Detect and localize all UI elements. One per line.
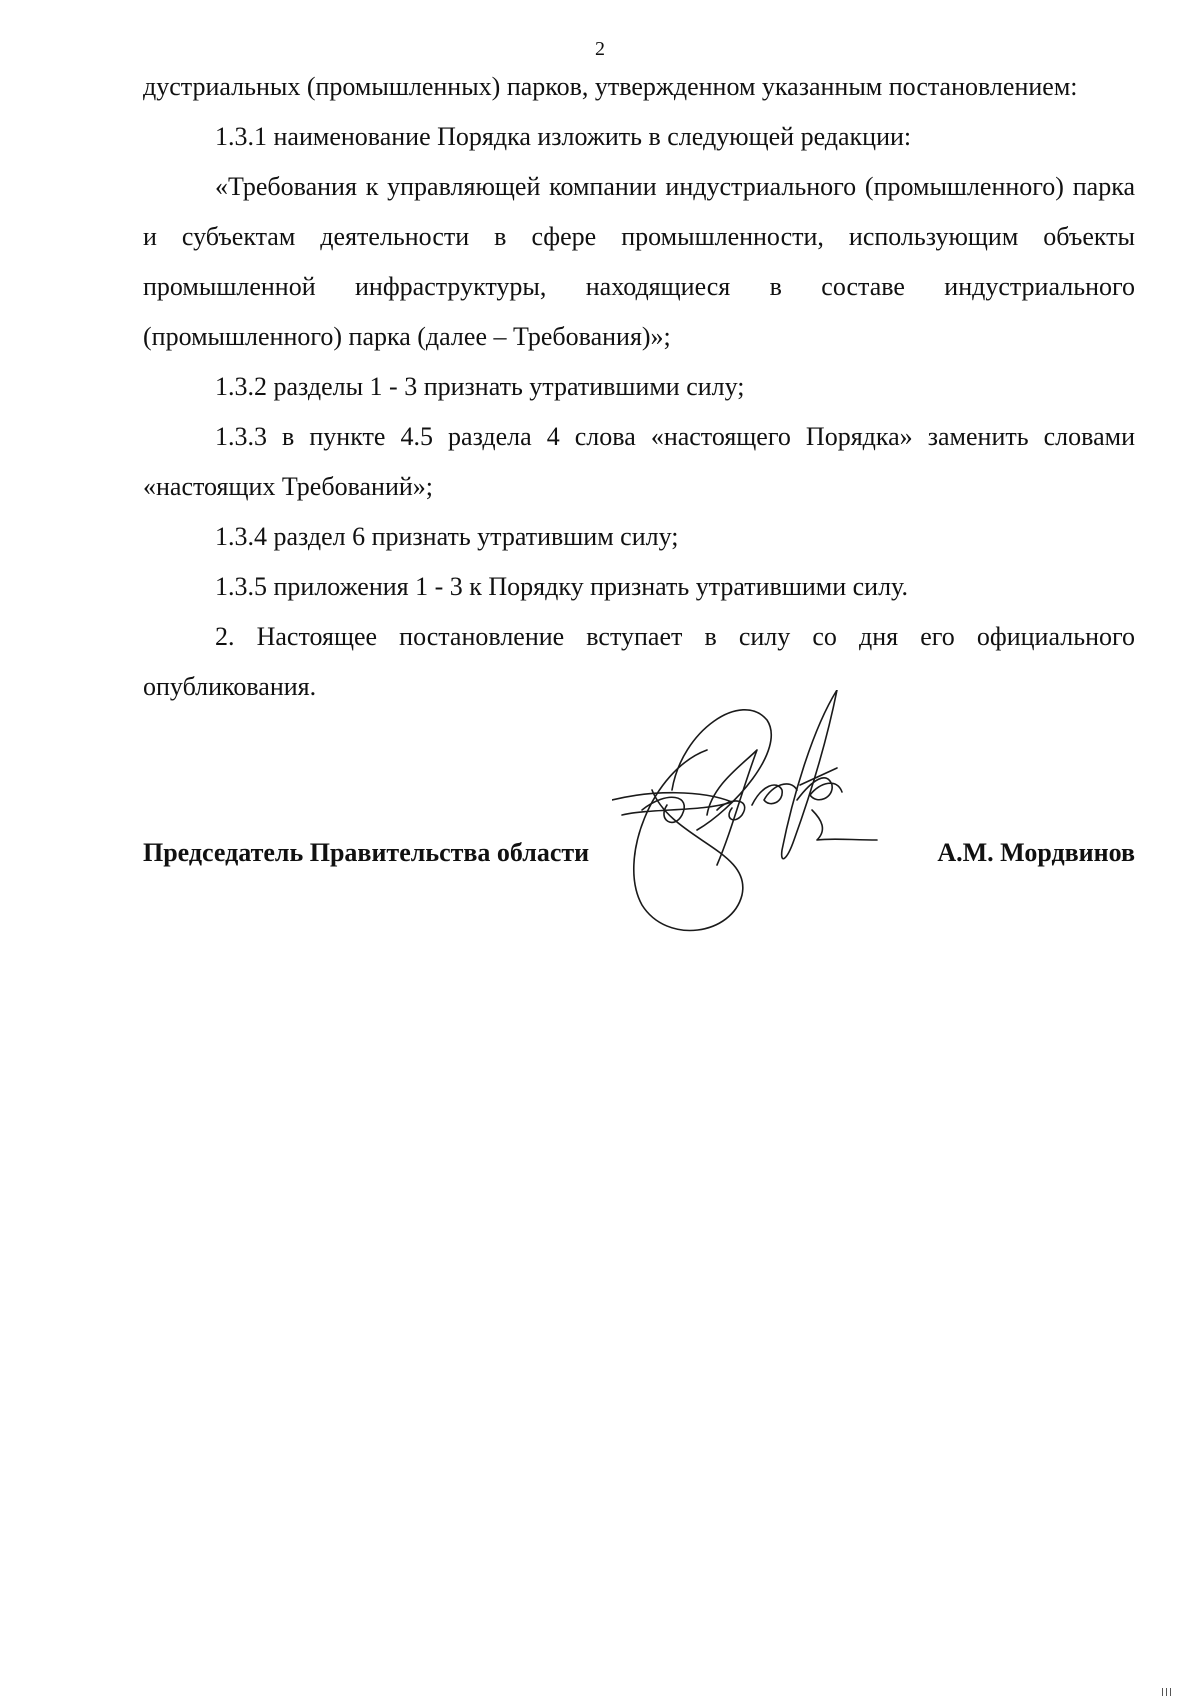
paragraph-new-title: «Требования к управляющей компании индустриального (промышленного) парка и субъектам деятельности в сфере промышленности, использующим объекты промышленной инфраструктуры, находящиеся в составе индустриального (промышленного) парка (далее – Требования)»; (143, 172, 1135, 351)
paragraph-1-3-3: 1.3.3 в пункте 4.5 раздела 4 слова «настоящего Порядка» заменить словами «настоящих Требований»; (143, 422, 1135, 501)
signer-position: Председатель Правительства области (143, 838, 590, 867)
paragraph-1-3-2: 1.3.2 разделы 1 - 3 признать утратившими силу; (215, 372, 745, 401)
paragraph-1-3-1: 1.3.1 наименование Порядка изложить в следующей редакции: (215, 122, 912, 151)
page-number: 2 (595, 38, 605, 60)
scan-edge-mark (1166, 1688, 1167, 1696)
paragraph-1-3-5: 1.3.5 приложения 1 - 3 к Порядку признать утратившими силу. (215, 572, 908, 601)
signer-name: А.М. Мордвинов (937, 838, 1135, 867)
paragraph-continuation: дустриальных (промышленных) парков, утвержденном указанным постановлением: (143, 72, 1078, 101)
scan-edge-mark (1170, 1688, 1171, 1696)
paragraph-2-effective-date: 2. Настоящее постановление вступает в силу со дня его официального опубликования. (143, 622, 1135, 701)
paragraph-1-3-4: 1.3.4 раздел 6 признать утратившим силу; (215, 522, 679, 551)
document-body (143, 62, 1135, 712)
scan-edge-mark (1162, 1688, 1163, 1696)
handwritten-signature (612, 690, 912, 950)
